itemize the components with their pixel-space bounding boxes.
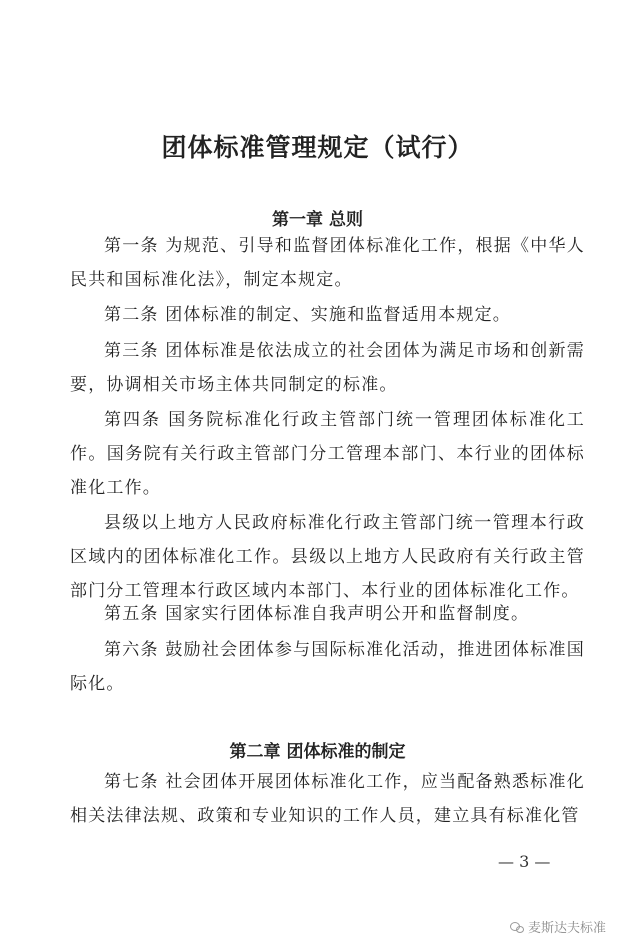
- document-title: 团体标准管理规定（试行）: [161, 133, 474, 162]
- watermark: [510, 917, 606, 936]
- chapter-1-heading: 第一章 总则: [272, 210, 363, 230]
- page-number: — 3 —: [498, 852, 551, 871]
- watermark-text: 麦斯达夫标准: [528, 921, 607, 936]
- article-4-para-2: 县级以上地方人民政府标准化行政主管部门统一管理本行政区域内的团体标准化工作。县级以上地方人民政府有关行政主管部门分工管理本行政区域内本部门、本行业的团体标准化工作。: [70, 513, 585, 601]
- wechat-icon: [510, 921, 524, 933]
- article-5: 第五条 国家实行团体标准自我声明公开和监督制度。: [104, 604, 530, 624]
- article-4: 第四条 国务院标准化行政主管部门统一管理团体标准化工作。国务院有关行政主管部门分工管理本部门、本行业的团体标准化工作。: [70, 410, 585, 498]
- article-3: 第三条 团体标准是依法成立的社会团体为满足市场和创新需要，协调相关市场主体共同制定的标准。: [70, 341, 585, 395]
- article-7: 第七条 社会团体开展团体标准化工作，应当配备熟悉标准化相关法律法规、政策和专业知识的工作人员，建立具有标准化管: [70, 772, 585, 826]
- chapter-2-heading: 第二章 团体标准的制定: [229, 742, 406, 762]
- article-2: 第二条 团体标准的制定、实施和监督适用本规定。: [104, 305, 512, 325]
- article-1: 第一条 为规范、引导和监督团体标准化工作，根据《中华人民共和国标准化法》，制定本规定。: [70, 236, 585, 290]
- article-6: 第六条 鼓励社会团体参与国际标准化活动，推进团体标准国际化。: [70, 640, 585, 694]
